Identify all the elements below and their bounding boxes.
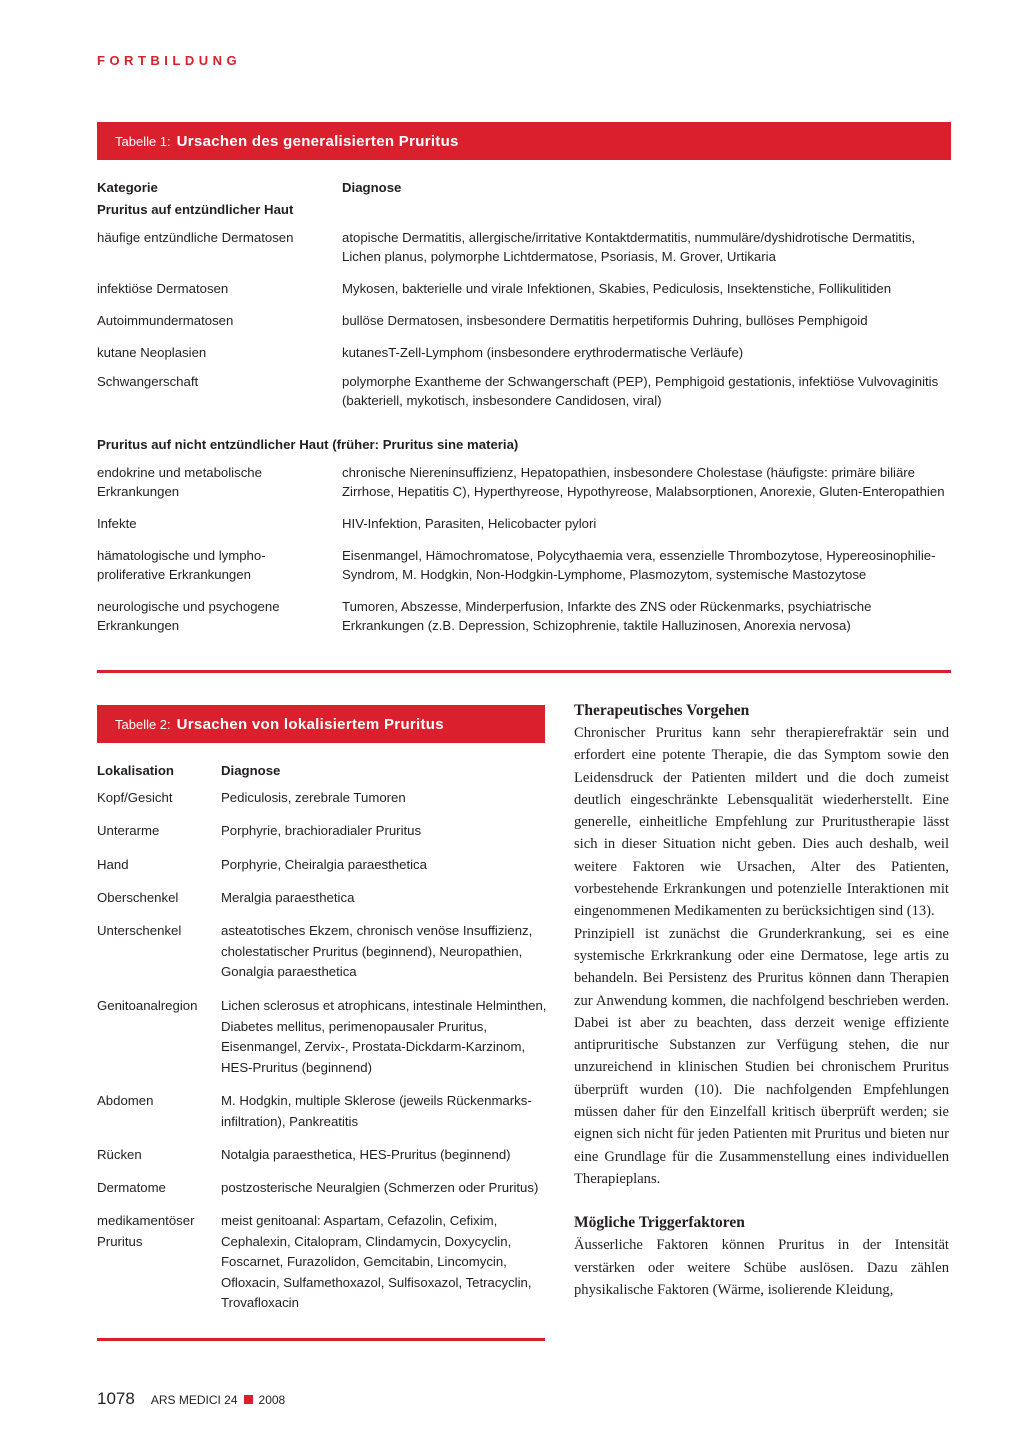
table1-diagnosis: atopische Dermatitis, allergische/irritative Kontaktdermatitis, nummuläre/dyshidrotische Dermatitis, Lichen planus, polymorphe Lichtdermatose, Psoriasis, M. Grover, Urtikaria: [342, 230, 916, 264]
table2-diagnosis: Porphyrie, brachioradialer Pruritus: [221, 823, 422, 838]
table1-category: neurologische und psychogene Erkrankungen: [97, 599, 280, 633]
table2-diagnosis: Notalgia paraesthetica, HES-Pruritus (beginnend): [221, 1147, 511, 1162]
table2-title: Ursachen von lokalisiertem Pruritus: [176, 715, 444, 733]
table-row: [97, 546, 951, 584]
table1-label: Tabelle 1:: [115, 133, 171, 149]
table2-label: Tabelle 2:: [115, 716, 171, 732]
table1-group-title: [97, 435, 951, 454]
table-row: [97, 1178, 547, 1199]
table2-location: Genitoanalregion: [97, 998, 198, 1013]
table1-diagnosis: polymorphe Exantheme der Schwangerschaft (PEP), Pemphigoid gestationis, infektiöse Vulvovaginitis (bakteriell, mykotisch, insbesondere Candidosen, viral): [342, 374, 939, 408]
table1-group1-title: Pruritus auf entzündlicher Haut: [97, 202, 294, 217]
table2-location: Unterarme: [97, 823, 160, 838]
table2-diagnosis: M. Hodgkin, multiple Sklerose (jeweils Rückenmarks-infiltration), Pankreatitis: [221, 1093, 532, 1129]
table-row: [97, 372, 951, 410]
table1-diagnosis: HIV-Infektion, Parasiten, Helicobacter pylori: [342, 516, 597, 531]
table2-location: Abdomen: [97, 1093, 154, 1108]
table-row: [97, 1091, 547, 1132]
table-row: [97, 597, 951, 635]
table2-diagnosis: meist genitoanal: Aspartam, Cefazolin, Cefixim, Cephalexin, Citalopram, Clindamycin, Doxycyclin, Foscarnet, Furazolidon, Gemcitabin, Lincomycin, Ofloxacin, Sulfamethoxazol, Sulfisoxazol, Tetracyclin, Trovafloxacin: [221, 1213, 532, 1310]
table2-header-row: [97, 761, 547, 782]
heading-therapeutisches-vorgehen: Therapeutisches Vorgehen: [574, 702, 750, 719]
table2-diagnosis: Pediculosis, zerebrale Tumoren: [221, 790, 406, 805]
table2-location: Hand: [97, 857, 129, 872]
table1-diagnosis: kutanesT-Zell-Lymphom (insbesondere erythrodermatische Verläufe): [342, 345, 744, 360]
page-number: 1078: [97, 1389, 135, 1408]
table1-category: hämatologische und lympho-proliferative Erkrankungen: [97, 548, 266, 582]
table1-category: endokrine und metabolische Erkrankungen: [97, 465, 262, 499]
table2-location: Dermatome: [97, 1180, 166, 1195]
table1-col-header: Kategorie: [97, 180, 158, 195]
table-row: [97, 228, 951, 266]
table-row: [97, 888, 547, 909]
table1-category: infektiöse Dermatosen: [97, 281, 229, 296]
table2-location: medikamentöser Pruritus: [97, 1213, 195, 1249]
table-row: [97, 463, 951, 501]
table2-location: Unterschenkel: [97, 923, 182, 938]
table-row: [97, 514, 951, 533]
table2-location: Kopf/Gesicht: [97, 790, 173, 805]
table-row: [97, 821, 547, 842]
table1-category: Autoimmundermatosen: [97, 313, 234, 328]
table2-diagnosis: Porphyrie, Cheiralgia paraesthetica: [221, 857, 427, 872]
table1-category: Infekte: [97, 516, 137, 531]
table-row: [97, 921, 547, 983]
table-row: [97, 788, 547, 809]
table1-group-title: [97, 200, 951, 219]
table1-title-bar: [97, 122, 951, 160]
table-row: [97, 996, 547, 1078]
table1-diagnosis: Eisenmangel, Hämochromatose, Polycythaemia vera, essenzielle Thrombozytose, Hypereosinophilie-Syndrom, M. Hodgkin, Non-Hodgkin-Lymphome, Plasmozytom, systemische Mastozytose: [342, 548, 936, 582]
article-paragraph: Äusserliche Faktoren können Pruritus in der Intensität verstärken oder weitere Schübe auslösen. Dazu zählen physikalische Faktoren (Wärme, isolierende Kleidung,: [574, 1237, 949, 1298]
table1-diagnosis: Mykosen, bakterielle und virale Infektionen, Skabies, Pediculosis, Insektenstiche, Follikulitiden: [342, 281, 892, 296]
table2-location: Rücken: [97, 1147, 142, 1162]
square-bullet-icon: [244, 1395, 253, 1404]
table2-bottom-rule: [97, 1338, 545, 1341]
table-row: [97, 343, 951, 362]
table-row: [97, 279, 951, 298]
article-paragraph: Prinzipiell ist zunächst die Grunderkrankung, sei es eine systemische Erkrkrankung oder eine Dermatose, lege artis zu behandeln. Bei Persistenz des Pruritus können dann Therapien zur Anwendung kommen, die nachfolgend beschrieben werden. Dabei ist aber zu beachten, dass derzeit wenige effiziente antipruritische Substanzen zur Verfügung stehen, die nur unzureichend in klinischen Studien bei chronischem Pruritus überprüft wurden (10). Die nachfolgenden Empfehlungen müssen daher für den Einzelfall kritisch überprüft werden; sie eignen sich nicht für jeden Patienten mit Pruritus und bieten nur eine Grundlage für die Zusammenstellung eines individuellen Therapieplans.: [574, 925, 949, 1187]
journal-name: ARS MEDICI 24: [150, 1393, 238, 1407]
article-paragraph: Chronischer Pruritus kann sehr therapierefraktär sein und erfordert eine potente Therapie, die das Symptom sowie den Leidensdruck der Patienten mildert und die doch zumeist deutlich eingeschränkte Lebensqualität wiederherstellt. Eine generelle, einheitliche Empfehlung zur Pruritustherapie lässt sich in dieser Situation nicht geben. Dies auch deshalb, weil weitere Faktoren wie Ursachen, Alter des Patienten, vorbestehende Erkrankungen und potenzielle Interaktionen mit eingenommenen Medikamenten zu berücksichtigen sind (13).: [574, 725, 949, 920]
table2-col-header: Diagnose: [221, 763, 281, 778]
table1-diagnosis: chronische Niereninsuffizienz, Hepatopathien, insbesondere Cholestase (häufigste: primäre biliäre Zirrhose, Hepatitis C), Hyperthyreose, Hypothyreose, Malabsorptionen, Anorexie, Gluten-Enteropathien: [342, 465, 945, 499]
table1-category: kutane Neoplasien: [97, 345, 207, 360]
table1-col-header: Diagnose: [342, 180, 402, 195]
table1-bottom-rule: [97, 670, 951, 673]
section-label: FORTBILDUNG: [97, 53, 242, 68]
table1-category: häufige entzündliche Dermatosen: [97, 230, 294, 245]
table2-diagnosis: Meralgia paraesthetica: [221, 890, 355, 905]
table-row: [97, 1211, 547, 1314]
table1-diagnosis: Tumoren, Abszesse, Minderperfusion, Infarkte des ZNS oder Rückenmarks, psychiatrische Erkrankungen (z.B. Depression, Schizophrenie, taktile Halluzinosen, Anorexia nervosa): [342, 599, 872, 633]
journal-year: 2008: [258, 1393, 286, 1407]
article-column: [574, 700, 949, 1301]
table2-diagnosis: postzosterische Neuralgien (Schmerzen oder Pruritus): [221, 1180, 539, 1195]
table1-title: Ursachen des generalisierten Pruritus: [176, 132, 459, 150]
table2-diagnosis: asteatotisches Ekzem, chronisch venöse Insuffizienz, cholestatischer Pruritus (beginnend), Neuropathien, Gonalgia paraesthetica: [221, 923, 533, 979]
table1-diagnosis: bullöse Dermatosen, insbesondere Dermatitis herpetiformis Duhring, bullöses Pemphigoid: [342, 313, 868, 328]
table2-diagnosis: Lichen sclerosus et atrophicans, intestinale Helminthen, Diabetes mellitus, perimenopausaler Pruritus, Eisenmangel, Zervix-, Prostata-Dickdarm-Karzinom, HES-Pruritus (beginnend): [221, 998, 547, 1075]
table2-location: Oberschenkel: [97, 890, 179, 905]
heading-triggerfaktoren: Mögliche Triggerfaktoren: [574, 1214, 745, 1232]
table-row: [97, 311, 951, 330]
table-row: [97, 1145, 547, 1166]
table2-title-bar: [97, 705, 545, 743]
table-row: [97, 855, 547, 876]
table1-group2-title: Pruritus auf nicht entzündlicher Haut (früher: Pruritus sine materia): [97, 437, 519, 452]
table1: [97, 178, 951, 638]
table1-header-row: [97, 178, 951, 197]
table2-col-header: Lokalisation: [97, 763, 174, 778]
page-footer: [97, 1389, 285, 1409]
table1-category: Schwangerschaft: [97, 374, 199, 389]
